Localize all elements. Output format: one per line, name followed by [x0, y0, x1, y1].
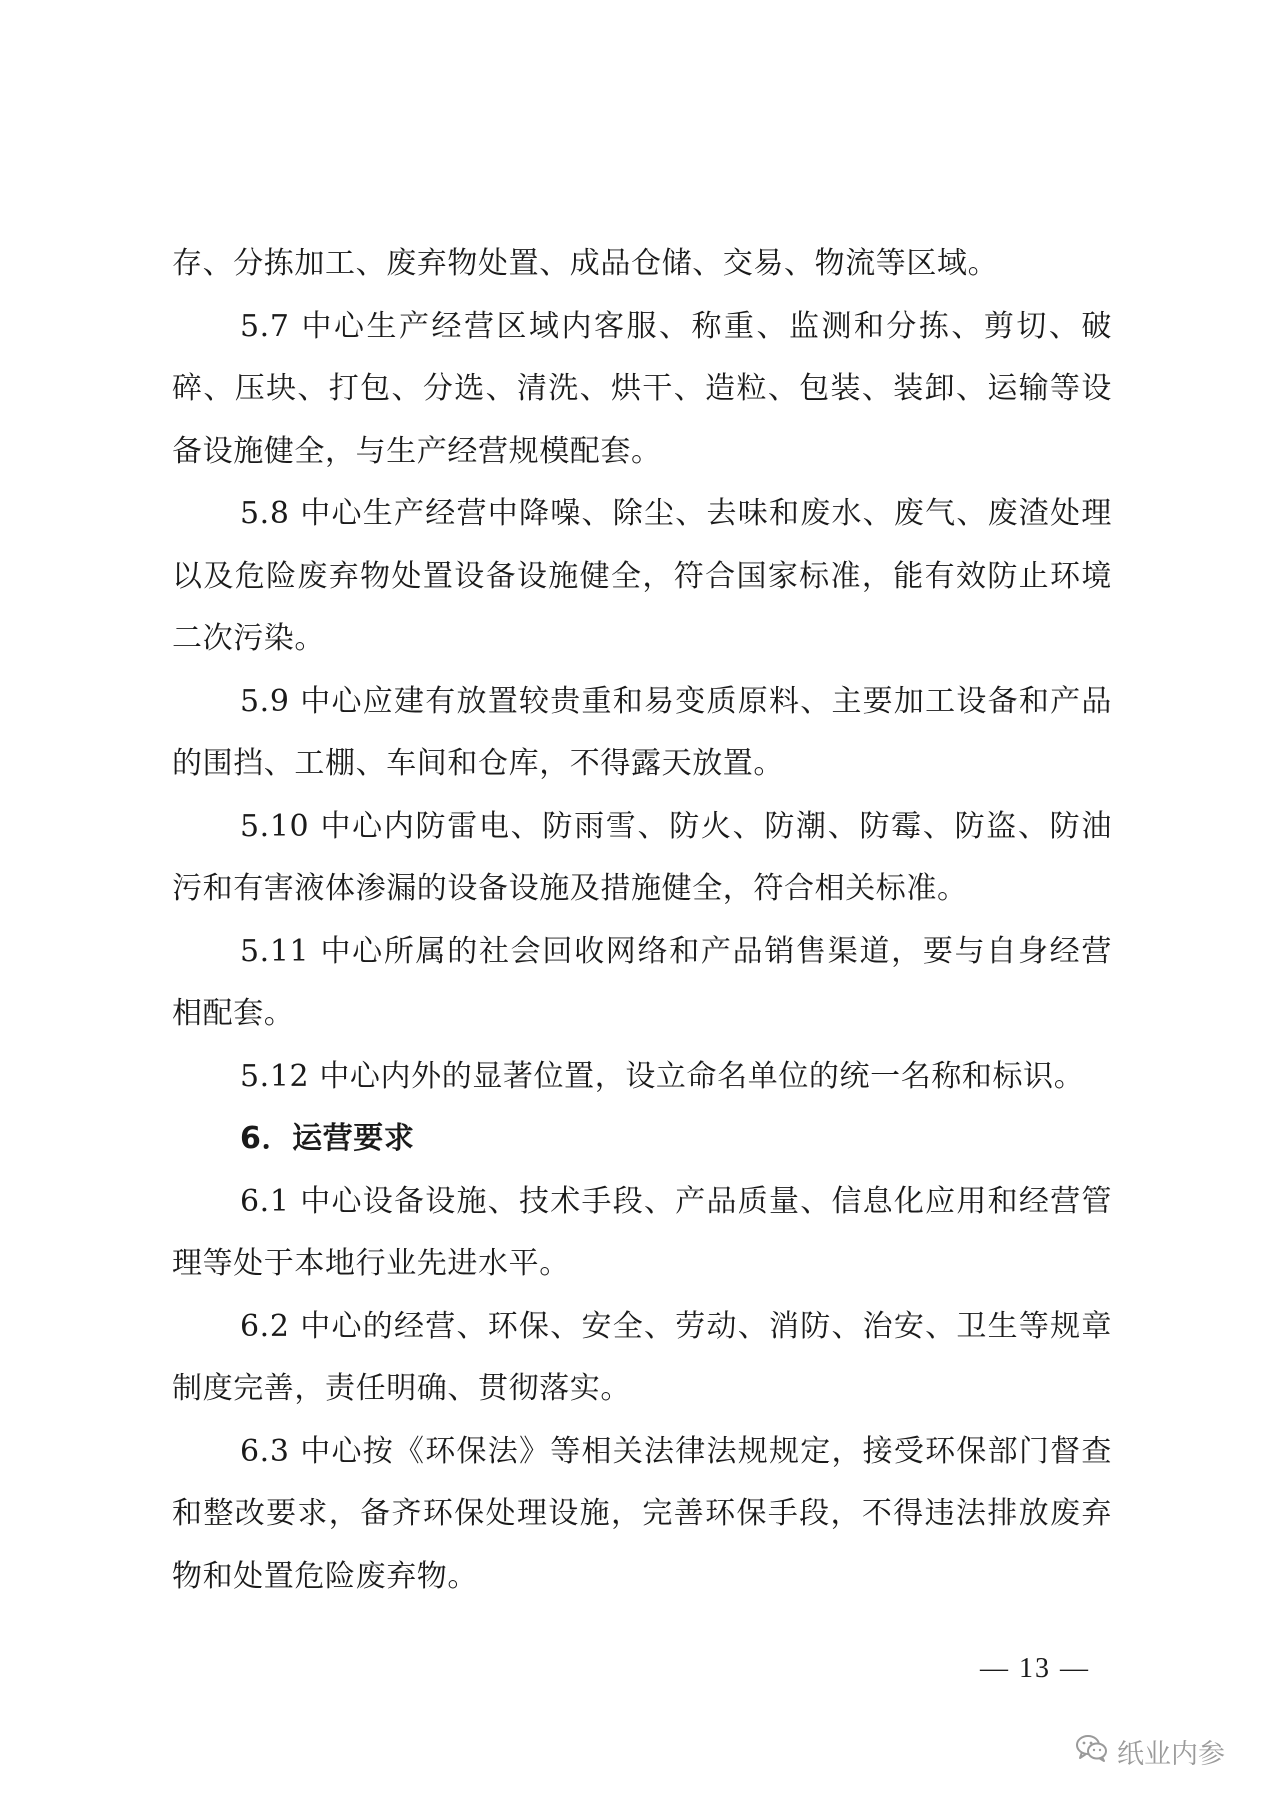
paragraph-6-1: 6.1 中心设备设施、技术手段、产品质量、信息化应用和经营管理等处于本地行业先进水平。	[172, 1183, 1112, 1281]
body-text	[172, 233, 1112, 1608]
paragraph-5-9: 5.9 中心应建有放置较贵重和易变质原料、主要加工设备和产品的围挡、工棚、车间和仓库，不得露天放置。	[172, 683, 1112, 781]
paragraph-continuation: 存、分拣加工、废弃物处置、成品仓储、交易、物流等区域。	[172, 246, 999, 281]
watermark	[1075, 1732, 1225, 1771]
page-number: — 13 —	[980, 1653, 1090, 1684]
wechat-icon	[1075, 1733, 1109, 1770]
paragraph-5-8: 5.8 中心生产经营中降噪、除尘、去味和废水、废气、废渣处理以及危险废弃物处置设备设施健全，符合国家标准，能有效防止环境二次污染。	[172, 496, 1112, 656]
section-heading-6: 6．运营要求	[240, 1121, 415, 1156]
paragraph-5-7: 5.7 中心生产经营区域内客服、称重、监测和分拣、剪切、破碎、压块、打包、分选、清洗、烘干、造粒、包装、装卸、运输等设备设施健全，与生产经营规模配套。	[172, 308, 1112, 469]
paragraph-5-11: 5.11 中心所属的社会回收网络和产品销售渠道，要与自身经营相配套。	[172, 933, 1112, 1031]
paragraph-5-10: 5.10 中心内防雷电、防雨雪、防火、防潮、防霉、防盗、防油污和有害液体渗漏的设备设施及措施健全，符合相关标准。	[172, 808, 1112, 906]
paragraph-5-12: 5.12 中心内外的显著位置，设立命名单位的统一名称和标识。	[240, 1058, 1085, 1094]
paragraph-6-2: 6.2 中心的经营、环保、安全、劳动、消防、治安、卫生等规章制度完善，责任明确、贯彻落实。	[172, 1308, 1112, 1406]
paragraph-6-3: 6.3 中心按《环保法》等相关法律法规规定，接受环保部门督查和整改要求，备齐环保处理设施，完善环保手段，不得违法排放废弃物和处置危险废弃物。	[172, 1433, 1112, 1594]
watermark-text: 纸业内参	[1117, 1739, 1225, 1770]
